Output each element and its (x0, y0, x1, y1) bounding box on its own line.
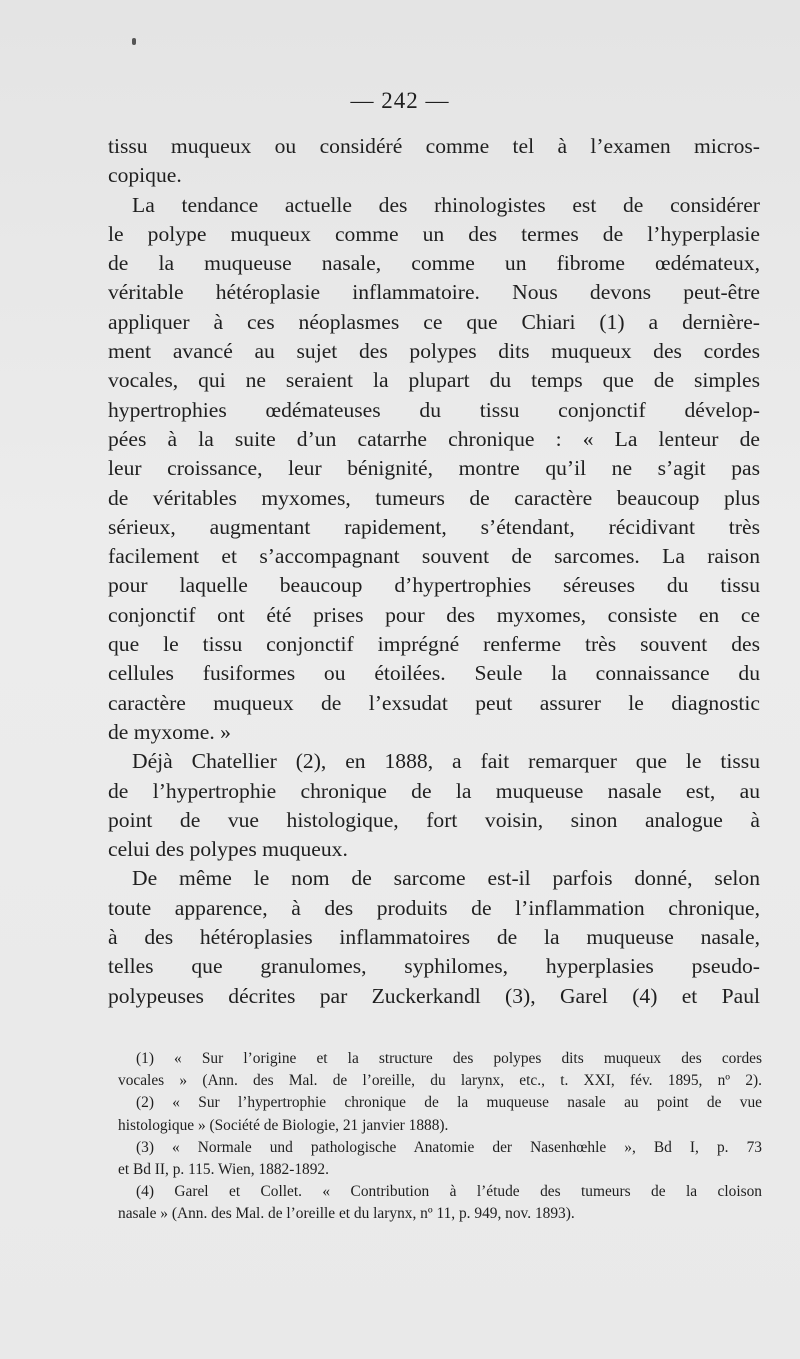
body-text (108, 132, 760, 1011)
text-line: toute apparence, à des produits de l’inflammation chronique, (108, 895, 760, 920)
text-line: pées à la suite d’un catarrhe chronique : « La lenteur de (108, 426, 760, 451)
text-line: telles que granulomes, syphilomes, hyperplasies pseudo- (108, 954, 760, 979)
text-line: appliquer à ces néoplasmes ce que Chiari (1) a dernière- (108, 309, 760, 334)
text-line: copique. (108, 163, 182, 188)
footnote-line: et Bd II, p. 115. Wien, 1882-1892. (118, 1161, 329, 1179)
text-line: sérieux, augmentant rapidement, s’étendant, récidivant très (108, 514, 760, 539)
text-line: De même le nom de sarcome est-il parfois donné, selon (132, 866, 760, 891)
footnote-line: nasale » (Ann. des Mal. de l’oreille et du larynx, nº 11, p. 949, nov. 1893). (118, 1205, 575, 1223)
text-line: véritable hétéroplasie inflammatoire. Nous devons peut-être (108, 280, 760, 305)
text-line: polypeuses décrites par Zuckerkandl (3), Garel (4) et Paul (108, 983, 760, 1008)
text-line: de la muqueuse nasale, comme un fibrome œdémateux, (108, 251, 760, 276)
footnote-line: (2) « Sur l’hypertrophie chronique de la muqueuse nasale au point de vue (136, 1094, 762, 1112)
text-line: à des hétéroplasies inflammatoires de la muqueuse nasale, (108, 925, 760, 950)
footnotes (118, 1048, 762, 1226)
text-line: que le tissu conjonctif imprégné renferme très souvent des (108, 632, 760, 657)
text-line: le polype muqueux comme un des termes de l’hyperplasie (108, 221, 760, 246)
footnote-line: (3) « Normale und pathologische Anatomie der Nasenhœhle », Bd I, p. 73 (136, 1138, 762, 1156)
text-line: vocales, qui ne seraient la plupart du temps que de simples (108, 368, 760, 393)
text-line: La tendance actuelle des rhinologistes est de considérer (132, 192, 760, 217)
footnote-line: (4) Garel et Collet. « Contribution à l’étude des tumeurs de la cloison (136, 1183, 762, 1201)
text-line: tissu muqueux ou considéré comme tel à l’examen micros- (108, 134, 760, 158)
text-line: de myxome. » (108, 719, 231, 744)
text-line: hypertrophies œdémateuses du tissu conjonctif dévelop- (108, 397, 760, 422)
text-line: pour laquelle beaucoup d’hypertrophies séreuses du tissu (108, 573, 760, 598)
text-line: conjonctif ont été prises pour des myxomes, consiste en ce (108, 602, 760, 627)
text-line: leur croissance, leur bénignité, montre qu’il ne s’agit pas (108, 456, 760, 481)
ink-speck (132, 38, 136, 45)
text-line: point de vue histologique, fort voisin, sinon analogue à (108, 807, 760, 832)
text-line: cellules fusiformes ou étoilées. Seule la connaissance du (108, 661, 760, 686)
text-line: Déjà Chatellier (2), en 1888, a fait remarquer que le tissu (132, 749, 760, 774)
page-number: — 242 — (350, 88, 450, 113)
footnote-line: histologique » (Société de Biologie, 21 janvier 1888). (118, 1116, 449, 1134)
text-line: celui des polypes muqueux. (108, 837, 348, 862)
text-line: de l’hypertrophie chronique de la muqueuse nasale est, au (108, 778, 760, 803)
footnote-line: vocales » (Ann. des Mal. de l’oreille, du larynx, etc., t. XXI, fév. 1895, nº 2). (118, 1072, 762, 1090)
text-line: facilement et s’accompagnant souvent de sarcomes. La raison (108, 544, 760, 569)
footnote-line: (1) « Sur l’origine et la structure des polypes dits muqueux des cordes (136, 1050, 762, 1067)
text-line: de véritables myxomes, tumeurs de caractère beaucoup plus (108, 485, 760, 510)
text-line: ment avancé au sujet des polypes dits muqueux des cordes (108, 339, 760, 364)
text-line: caractère muqueux de l’exsudat peut assurer le diagnostic (108, 690, 760, 715)
